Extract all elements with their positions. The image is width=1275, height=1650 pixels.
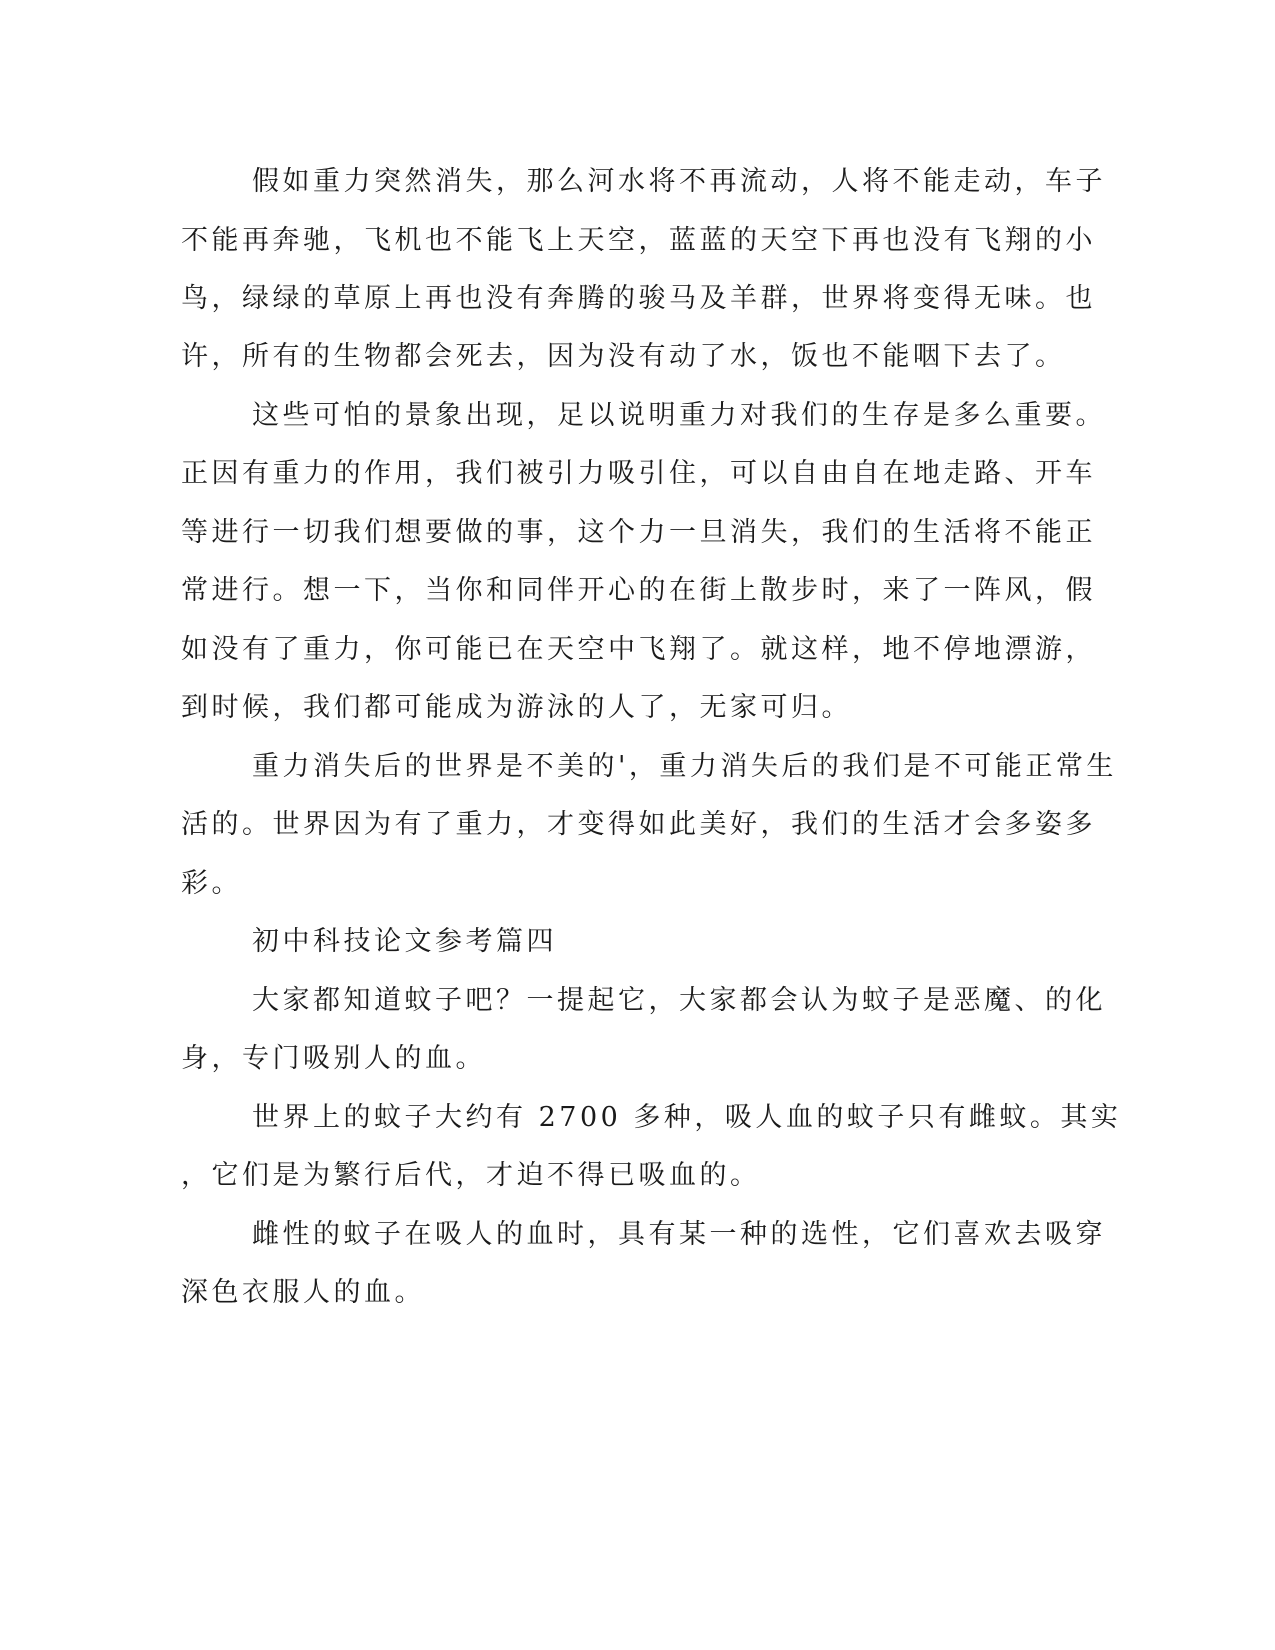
text-line: 深色衣服人的血。 [181,1277,425,1308]
text-line: 常进行。想一下，当你和同伴开心的在街上散步时，来了一阵风，假 [181,575,1096,606]
section-heading: 初中科技论文参考篇四 [252,926,557,957]
text-line: 到时候，我们都可能成为游泳的人了，无家可归。 [181,692,852,723]
text-line: 世界上的蚊子大约有 2700 多种，吸人血的蚊子只有雌蚊。其实 [252,1102,1122,1133]
text-line: 这些可怕的景象出现，足以说明重力对我们的生存是多么重要。 [252,400,1106,431]
text-line: 大家都知道蚊子吧？一提起它，大家都会认为蚊子是恶魔、的化 [252,985,1106,1016]
text-line: 如没有了重力，你可能已在天空中飞翔了。就这样，地不停地漂游， [181,634,1096,665]
text-line: 等进行一切我们想要做的事，这个力一旦消失，我们的生活将不能正 [181,517,1096,548]
text-line: 身，专门吸别人的血。 [181,1043,486,1074]
text-line: 彩。 [181,868,242,899]
text-line: 鸟，绿绿的草原上再也没有奔腾的骏马及羊群，世界将变得无味。也 [181,283,1096,314]
text-line: 正因有重力的作用，我们被引力吸引住，可以自由自在地走路、开车 [181,458,1096,489]
text-line: 许，所有的生物都会死去，因为没有动了水，饭也不能咽下去了。 [181,341,1066,372]
text-line: 重力消失后的世界是不美的'，重力消失后的我们是不可能正常生 [252,751,1117,782]
text-line: 不能再奔驰，飞机也不能飞上天空，蓝蓝的天空下再也没有飞翔的小 [181,225,1096,256]
text-line: 假如重力突然消失，那么河水将不再流动，人将不能走动，车子 [252,166,1106,197]
text-line: ，它们是为繁行后代，才迫不得已吸血的。 [181,1160,761,1191]
text-line: 活的。世界因为有了重力，才变得如此美好，我们的生活才会多姿多 [181,809,1096,840]
text-line: 雌性的蚊子在吸人的血时，具有某一种的选性，它们喜欢去吸穿 [252,1219,1106,1250]
